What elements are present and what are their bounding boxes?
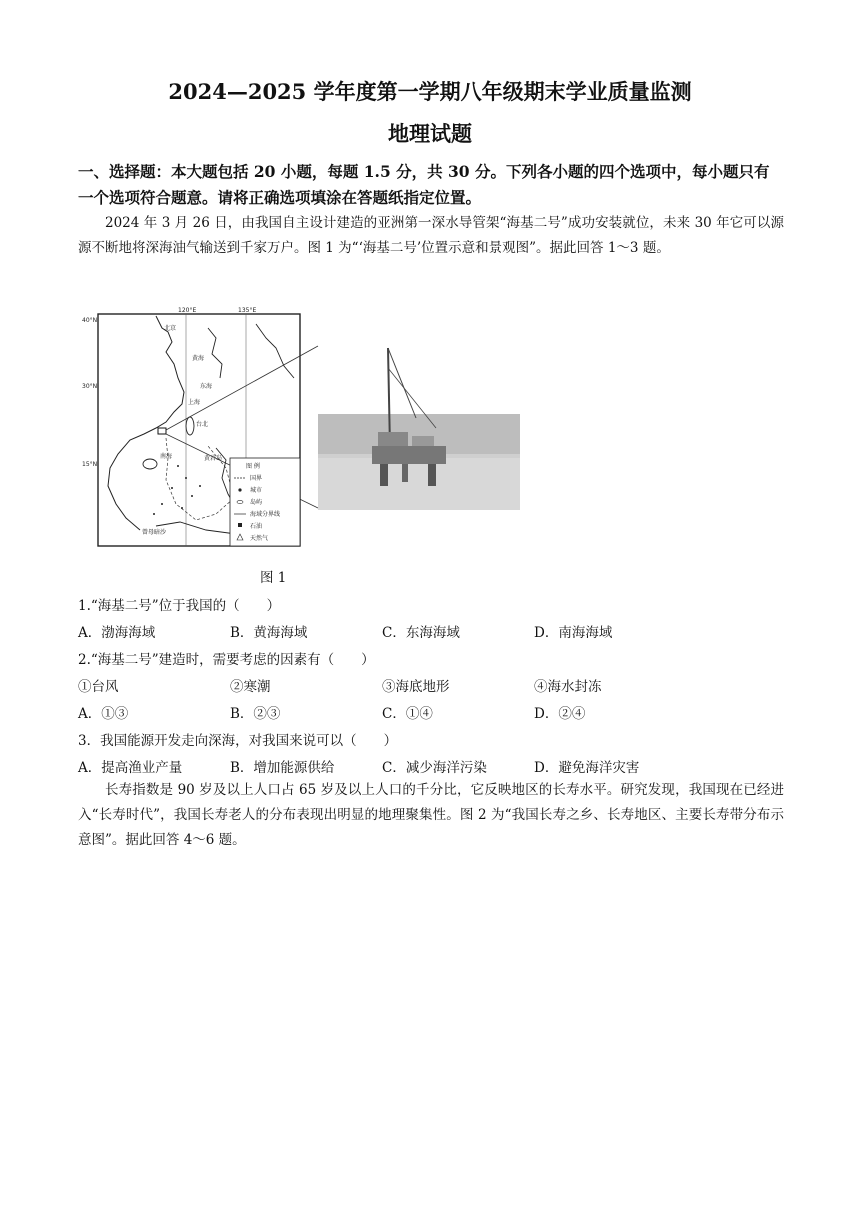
lon-label-135: 135°E: [238, 307, 257, 314]
label-donghai: 东海: [200, 383, 213, 390]
figure-1-caption: 图 1: [260, 570, 287, 586]
legend-item-island: 岛屿: [250, 499, 263, 506]
exam-title: 2024—2025 学年度第一学期八年级期末学业质量监测: [168, 79, 692, 104]
lat-label-40: 40°N: [82, 317, 98, 324]
lon-label-120: 120°E: [178, 307, 197, 314]
question-2-option-c[interactable]: C．①④: [382, 706, 433, 722]
label-huangyan: 黄岩岛: [204, 455, 223, 462]
question-1-option-c[interactable]: C．东海海域: [382, 625, 460, 641]
question-1-stem: 1.“海基二号”位于我国的（ ）: [78, 598, 281, 614]
legend-item-oil: 石油: [250, 523, 263, 530]
label-nanhai: 南海: [160, 453, 173, 460]
question-2-factor-2: ②寒潮: [230, 679, 271, 695]
question-3-stem: 3．我国能源开发走向深海，对我国来说可以（ ）: [78, 733, 398, 749]
passage-1: 2024 年 3 月 26 日，由我国自主设计建造的亚洲第一深水导管架“海基二号”成功安装就位，未来 30 年它可以源源不断地将深海油气输送到千家万户。图 1 为“‘海基二号’位置示意和景观图”。据此回答 1～3 题。: [78, 215, 784, 256]
figure-1: [82, 307, 526, 552]
lat-label-30: 30°N: [82, 383, 98, 390]
legend-box: [230, 458, 300, 546]
lat-label-15: 15°N: [82, 461, 98, 468]
label-taipei: 台北: [196, 421, 209, 428]
question-2-factor-1: ①台风: [78, 679, 119, 695]
label-zengmu: 曾母暗沙: [142, 529, 167, 536]
question-1-option-d[interactable]: D．南海海域: [534, 625, 613, 641]
section-heading: 一、选择题：本大题包括 20 小题，每题 1.5 分，共 30 分。下列各小题的四个选项中，每小题只有一个选项符合题意。请将正确选项填涂在答题纸指定位置。: [78, 162, 770, 207]
legend-title: 图 例: [246, 463, 260, 470]
subject-title: 地理试题: [388, 121, 472, 146]
question-3-option-d[interactable]: D．避免海洋灾害: [534, 760, 640, 776]
legend-item-gas: 天然气: [250, 535, 269, 542]
question-2-option-a[interactable]: A．①③: [78, 706, 129, 722]
question-3-option-c[interactable]: C．减少海洋污染: [382, 760, 487, 776]
question-3-option-b[interactable]: B．增加能源供给: [230, 760, 335, 776]
legend-item-city: 城市: [250, 487, 263, 494]
legend-symbol-city: [238, 488, 241, 491]
legend-symbol-oil: [238, 523, 242, 527]
legend-item-border: 国界: [250, 475, 263, 482]
question-1-option-a[interactable]: A．渤海海域: [78, 625, 156, 641]
question-2-option-b[interactable]: B．②③: [230, 706, 281, 722]
question-3-option-a[interactable]: A．提高渔业产量: [78, 760, 183, 776]
question-2-factor-4: ④海水封冻: [534, 679, 602, 695]
label-huanghai: 黄海: [192, 355, 205, 362]
passage-2: 长寿指数是 90 岁及以上人口占 65 岁及以上人口的千分比，它反映地区的长寿水平。研究发现，我国现在已经进入“长寿时代”，我国长寿老人的分布表现出明显的地理聚集性。图 2 为“我国长寿之乡、长寿地区、主要长寿带分布示意图”。据此回答 4～6 题。: [78, 782, 784, 848]
question-2-stem: 2.“海基二号”建造时，需要考虑的因素有（ ）: [78, 652, 375, 668]
legend-item-sea-boundary: 海域分界线: [250, 511, 281, 518]
label-beijing: 北京: [164, 325, 177, 332]
label-shanghai: 上海: [188, 399, 201, 406]
question-2-option-d[interactable]: D．②④: [534, 706, 586, 722]
question-2-factor-3: ③海底地形: [382, 679, 450, 695]
question-1-option-b[interactable]: B．黄海海域: [230, 625, 308, 641]
